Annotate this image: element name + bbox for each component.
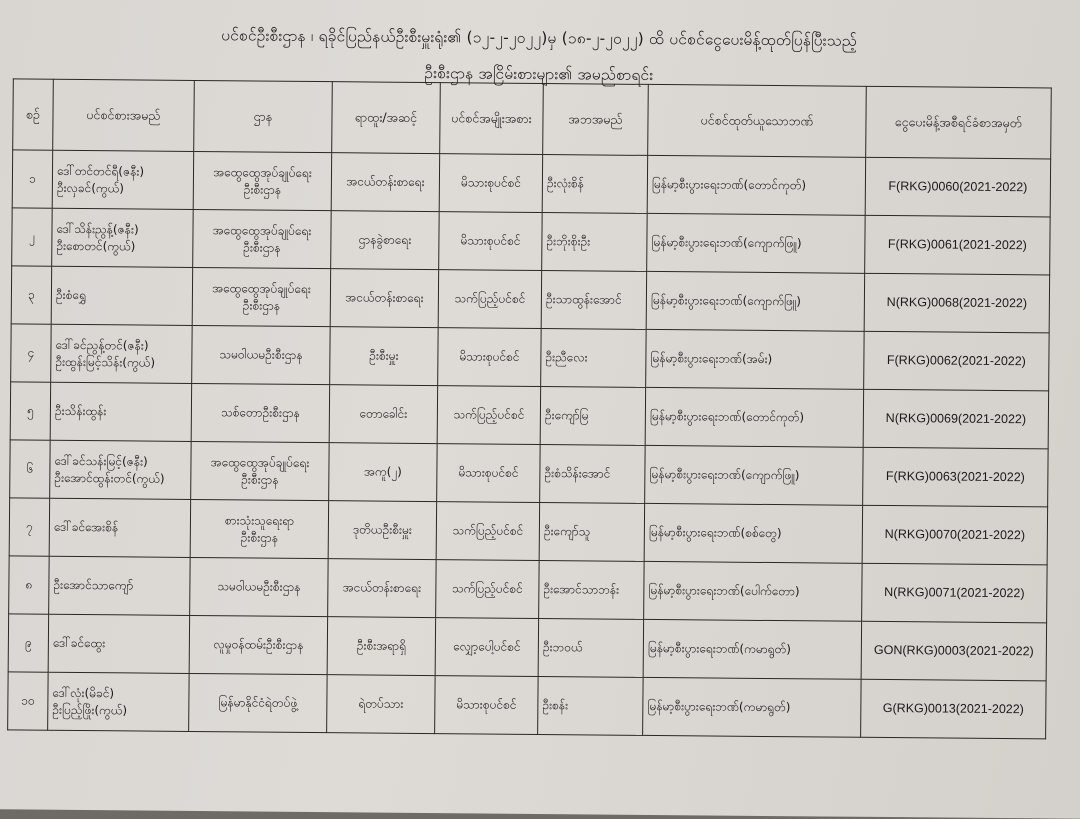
cell-father: ဦးဘဝယ် (538, 618, 644, 677)
cell-dept (192, 325, 331, 384)
cell-code: F(RKG)0060(2021-2022) (865, 157, 1050, 217)
cell-dept (191, 383, 330, 442)
cell-code: N(RKG)0071(2021-2022) (862, 563, 1047, 623)
cell-no: ၉ (8, 614, 49, 672)
cell-dept-line1: လူမှုဝန်ထမ်းဦးစီးဌာန (213, 637, 304, 653)
cell-name (49, 556, 191, 615)
cell-name (48, 614, 190, 673)
table-row (11, 266, 1049, 333)
cell-dept-line1: အထွေထွေအုပ်ချုပ်ရေး (212, 281, 311, 297)
cell-dept (191, 441, 330, 500)
cell-dept-line1: မြန်မာနိုင်ငံရဲတပ်ဖွဲ့ (218, 695, 298, 711)
cell-type: သက်ပြည့်ပင်စင် (438, 270, 542, 329)
cell-name-line2: ဦးအောင်ထွန်းတင်(ကွယ်) (54, 470, 165, 486)
cell-dept (189, 615, 328, 674)
table-row (9, 498, 1047, 565)
cell-father: ဦးသာထွန်းအောင် (541, 271, 647, 330)
cell-rank: ဌာနခွဲစာရေး (331, 211, 440, 270)
cell-no: ၆ (10, 440, 51, 498)
cell-name-line1: ဦးစံရွှေ (55, 288, 87, 303)
cell-name-line1: ဒေါ်ခင်အေးစိန် (53, 520, 119, 535)
cell-name (50, 382, 192, 441)
cell-name (52, 150, 194, 209)
cell-rank: ဦးစီးအရာရှိ (327, 617, 436, 676)
cell-name-line1: ဒေါ်လုံး(မိခင်) (52, 686, 115, 701)
cell-father: ဦးစန်း (538, 676, 644, 735)
cell-no: ၁၀ (8, 672, 49, 730)
table-row (12, 150, 1050, 217)
cell-rank: ဦးစီးမှူး (330, 327, 439, 386)
cell-code: G(RKG)0013(2021-2022) (861, 679, 1046, 739)
cell-father: ဦးစံသိန်းအောင် (540, 444, 646, 503)
cell-code: F(RKG)0062(2021-2022) (864, 331, 1049, 391)
cell-bank: မြန်မာ့စီးပွားရေးဘဏ်(ပေါက်တော) (644, 561, 862, 621)
cell-type: လျှော့ပေါ့ပင်စင် (435, 618, 539, 677)
cell-name-line2: ဦးပြည့်ဖြိုး(ကွယ်) (52, 702, 128, 717)
cell-bank: မြန်မာ့စီးပွားရေးဘဏ်(ကျောက်ဖြူ) (645, 445, 863, 505)
header-rank: ရာထူး/အဆင့် (332, 82, 441, 154)
cell-name-line2: ဦးထွန်းမြင့်သိန်း(ကွယ်) (55, 354, 156, 370)
cell-bank: မြန်မာ့စီးပွားရေးဘဏ်(ကျောက်ဖြူ) (647, 213, 865, 273)
table-row (10, 382, 1048, 449)
cell-dept (190, 499, 329, 558)
cell-dept-line2: ဦးစီးဌာန (243, 181, 282, 197)
cell-type: မိသားစုပင်စင် (439, 154, 543, 213)
header-code: ငွေပေးမိန့်အစီရင်ခံစာအမှတ် (866, 86, 1052, 159)
cell-type: သက်ပြည့်ပင်စင် (436, 560, 540, 619)
cell-dept-line1: သစ်တောဦးစီးဌာန (220, 405, 300, 421)
table-row (12, 208, 1050, 275)
cell-type: သက်ပြည့်ပင်စင် (437, 386, 541, 445)
cell-type: သက်ပြည့်ပင်စင် (436, 502, 540, 561)
cell-name-line2: ဦးစောတင်(ကွယ်) (56, 238, 136, 253)
cell-name-line2: ဦးလှခင်(ကွယ်) (56, 180, 125, 195)
header-type: ပင်စင်အမျိုးအစား (440, 83, 544, 155)
cell-name-line1: ဒေါ်ခင်ညွန့်တင်(ဇနီး) (55, 338, 149, 353)
cell-dept-line1: အထွေထွေအုပ်ချုပ်ရေး (213, 165, 312, 181)
cell-code: GON(RKG)0003(2021-2022) (861, 621, 1046, 681)
document-title-line2: ဦးစီးဌာန အငြိမ်းစားများ၏ အမည်စာရင်း (424, 63, 654, 84)
cell-dept-line2: ဦးစီးဌာန (241, 471, 279, 487)
cell-bank: မြန်မာ့စီးပွားရေးဘဏ်(တောင်ကုတ်) (645, 387, 863, 447)
pension-table (7, 78, 1052, 739)
cell-father: ဦးလုံးစိန် (542, 155, 648, 214)
document-title-line1: ပင်စင်ဦးစီးဌာန ၊ ရခိုင်ပြည်နယ်ဦးစီးမှူးရုံး၏ (၁၂-၂-၂၀၂၂)မှ (၁၈-၂-၂၀၂၂) ထိ ပင်စင်ငွေပေးမိန့်ထုတ်ပြန်ပြီးသည့် (221, 26, 858, 50)
cell-father: ဦးကျော်မြ (540, 386, 646, 445)
cell-type: မိသားစုပင်စင် (437, 444, 541, 503)
cell-no: ၅ (10, 382, 51, 440)
table-row (11, 324, 1049, 391)
cell-dept-line1: သမဝါယမဦးစီးဌာန (217, 579, 301, 595)
cell-dept (189, 673, 328, 732)
header-dept: ဌာန (194, 80, 333, 152)
cell-dept-line1: အထွေထွေအုပ်ချုပ်ရေး (212, 223, 312, 239)
cell-dept-line1: စားသုံးသူရေးရာ (224, 513, 295, 529)
cell-rank: အငယ်တန်းစာရေး (328, 559, 437, 618)
header-no: စဉ် (13, 79, 54, 150)
cell-name (51, 324, 193, 383)
cell-dept-line1: အထွေထွေအုပ်ချုပ်ရေး (210, 455, 310, 471)
cell-name (48, 672, 190, 731)
table-row (8, 672, 1046, 739)
cell-rank: ရဲတပ်သား (327, 675, 436, 734)
cell-dept-line2: ဦးစီးဌာန (243, 239, 281, 255)
cell-name-line1: ဦးသိန်းထွန်း (54, 404, 107, 419)
cell-father: ဦးဘိုးစိုးဦး (542, 213, 648, 272)
cell-rank: အငယ်တန်းစာရေး (331, 153, 440, 212)
cell-father: ဦးကျော်သူ (539, 502, 645, 561)
cell-bank: မြန်မာ့စီးပွားရေးဘဏ်(ကမာရွတ်) (643, 677, 861, 737)
cell-code: N(RKG)0070(2021-2022) (862, 505, 1047, 565)
cell-no: ၂ (12, 208, 53, 266)
header-father: အဘအမည် (543, 84, 649, 156)
cell-father: ဦးညီလေး (541, 328, 647, 387)
header-name: ပင်စင်စားအမည် (53, 79, 195, 151)
cell-code: N(RKG)0069(2021-2022) (863, 389, 1048, 449)
cell-bank: မြန်မာ့စီးပွားရေးဘဏ်(တောင်ကုတ်) (647, 155, 865, 215)
cell-bank: မြန်မာ့စီးပွားရေးဘဏ်(အမ်း) (646, 329, 864, 389)
cell-rank: အကူ(၂) (329, 443, 438, 502)
cell-rank: တောခေါင်း (329, 385, 438, 444)
cell-no: ၁ (12, 150, 53, 208)
cell-no: ၇ (9, 498, 50, 556)
cell-bank: မြန်မာ့စီးပွားရေးဘဏ်(ကျောက်ဖြူ) (646, 271, 864, 331)
cell-name-line1: ဒေါ်သိန်းညွန့်(ဇနီး) (56, 222, 139, 237)
cell-type: မိသားစုပင်စင် (438, 328, 542, 387)
cell-no: ၄ (11, 324, 52, 382)
table-row (10, 440, 1048, 507)
header-bank: ပင်စင်ထုတ်ယူသောဘဏ် (648, 84, 867, 157)
cell-code: N(RKG)0068(2021-2022) (864, 273, 1049, 333)
cell-dept-line2: ဦးစီးဌာန (242, 297, 281, 313)
table-row (8, 614, 1046, 681)
cell-dept-line1: သမဝါယမဦးစီးဌာန (219, 347, 303, 363)
cell-bank: မြန်မာ့စီးပွားရေးဘဏ်(စစ်တွေ) (644, 503, 862, 563)
table-row (9, 556, 1047, 623)
cell-name (51, 266, 193, 325)
cell-name-line1: ဦးအောင်သာကျော် (53, 578, 134, 593)
table-header-row (13, 79, 1052, 159)
cell-name-line1: ဒေါ်တင်တင်ရီ(ဇနီး) (56, 164, 145, 179)
cell-name (52, 208, 194, 267)
cell-dept (193, 209, 332, 268)
cell-no: ၈ (9, 556, 50, 614)
cell-name (50, 440, 192, 499)
cell-father: ဦးအောင်သာဘန်း (539, 560, 645, 619)
cell-bank: မြန်မာ့စီးပွားရေးဘဏ်(ကမာရွတ်) (643, 619, 861, 679)
cell-dept (190, 557, 329, 616)
cell-type: မိသားစုပင်စင် (435, 676, 539, 735)
cell-name-line1: ဒေါ်ခင်ထွေး (52, 636, 106, 651)
cell-rank: ဒုတိယဦးစီးမှူး (328, 501, 437, 560)
cell-code: F(RKG)0063(2021-2022) (863, 447, 1048, 507)
cell-code: F(RKG)0061(2021-2022) (865, 215, 1050, 275)
cell-rank: အငယ်တန်းစာရေး (330, 269, 439, 328)
cell-dept (192, 267, 331, 326)
cell-dept-line2: ဦးစီးဌာန (240, 529, 279, 545)
cell-name-line1: ဒေါ်ခင်သန်းမြင့်(ဇနီး) (54, 454, 148, 469)
cell-name (49, 498, 191, 557)
cell-no: ၃ (11, 266, 52, 324)
cell-type: မိသားစုပင်စင် (439, 212, 543, 271)
cell-dept (193, 151, 332, 210)
